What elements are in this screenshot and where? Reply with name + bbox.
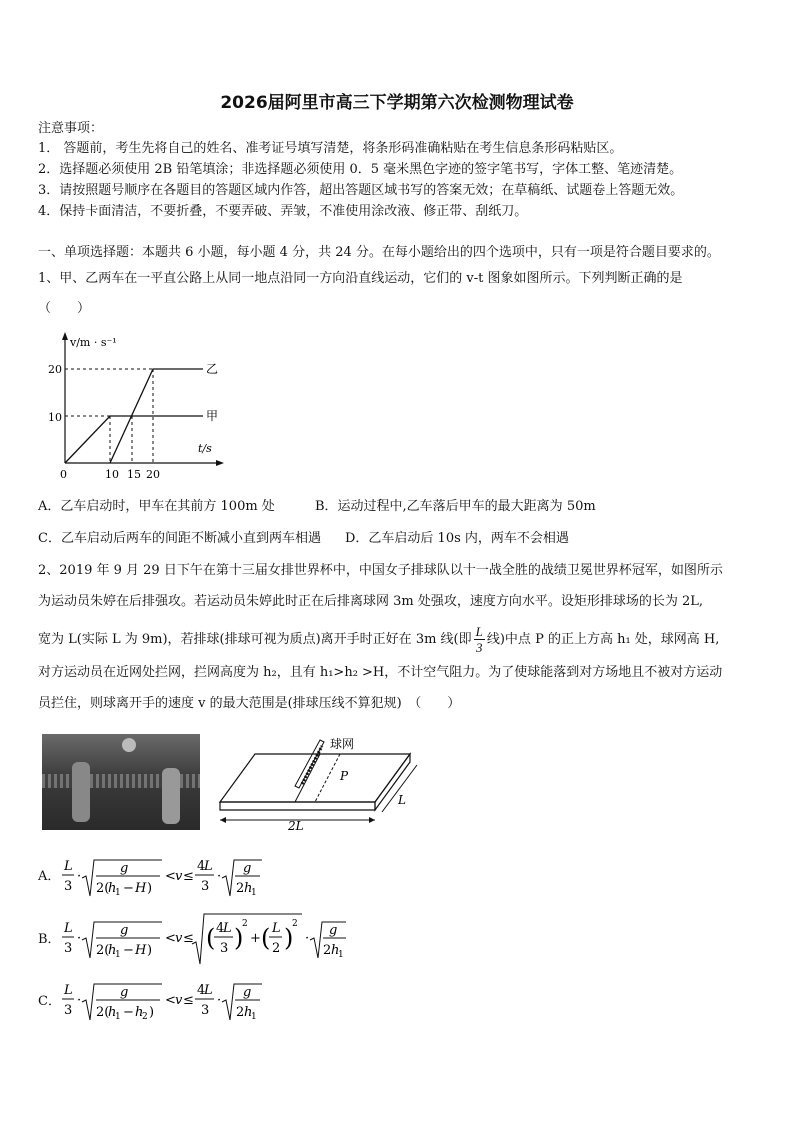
q2-option-b-letter: B． [38,932,61,947]
svg-text:h: h [244,1005,253,1020]
fraction-l-over-3: $\frac{L}{3}$ [475,624,483,655]
svg-text:L: L [64,983,73,998]
q2-line-2: 为运动员朱婷在后排强攻。若运动员朱婷此时正在后排离球网 3m 处强攻，速度方向水平。设矩形排球场的长为 2L, [38,594,704,609]
svg-text:1: 1 [338,950,344,960]
q1-option-b: B．运动过程中,乙车落后甲车的最大距离为 50m [315,499,596,514]
y-axis-label: v/m · s⁻¹ [70,336,117,349]
svg-text:2(: 2( [96,1005,110,1020]
svg-text:(: ( [206,924,216,952]
q2-line-4: 对方运动员在近网处拦网，拦网高度为 h₂，且有 h₁>h₂ >H，不计空气阻力。为了使球能落到对方场地且不被对方运动 [38,665,723,680]
svg-text:1: 1 [251,888,257,898]
svg-text:3: 3 [64,941,73,956]
svg-text:g: g [120,985,129,1000]
q2-line-3 [38,624,719,655]
jia-label: 甲 [206,409,219,423]
q2-line-5: 员拦住，则球离开手的速度 v 的最大范围是(排球压线不算犯规) （ ） [38,696,461,711]
svg-text:2(: 2( [96,881,110,896]
net-label: 球网 [330,737,355,751]
notice-item-1: 1． 答题前，考生先将自己的姓名、准考证号填写清楚，将条形码准确粘贴在考生信息条形码粘贴区。 [38,141,623,156]
y-tick-10: 10 [48,411,62,424]
q2-option-c-formula [62,976,272,1026]
svg-text:·: · [77,993,82,1008]
vt-graph [48,328,228,488]
svg-text:g: g [329,923,338,938]
notice-heading: 注意事项： [38,121,104,136]
svg-text:−: − [123,1005,134,1020]
svg-text:h: h [135,1005,144,1020]
q2-option-b-formula [62,910,352,966]
svg-text:g: g [120,923,129,938]
svg-text:4: 4 [197,859,206,874]
x-axis-label: t/s [198,442,212,455]
x-tick-20: 20 [146,468,160,481]
svg-text:h: h [108,943,117,958]
q1-paren: （ ） [38,301,91,316]
svg-text:h: h [108,1005,117,1020]
q2-option-a-letter: A． [38,869,61,884]
notice-item-3: 3．请按照题号顺序在各题目的答题区域内作答，超出答题区域书写的答案无效；在草稿纸、试题卷上答题无效。 [38,183,684,198]
svg-text:): ) [147,943,153,958]
svg-text:2: 2 [236,881,245,896]
svg-text:H: H [135,943,147,958]
svg-text:): ) [147,881,153,896]
length-2l-label: 2L [288,819,304,832]
svg-text:H: H [135,881,147,896]
svg-text:1: 1 [115,1012,121,1022]
svg-text:L: L [64,921,73,936]
q2-option-c-letter: C． [38,994,61,1009]
notice-item-4: 4．保持卡面清洁，不要折叠，不要弄破、弄皱，不准使用涂改液、修正带、刮纸刀。 [38,204,528,219]
y-tick-20: 20 [48,363,62,376]
notice-item-2: 2．选择题必须使用 2B 铅笔填涂；非选择题必须使用 0．5 毫米黑色字迹的签字笔书写，字体工整、笔迹清楚。 [38,162,683,177]
svg-text:h: h [244,881,253,896]
svg-text:≤: ≤ [183,931,194,946]
svg-text:<: < [165,931,176,946]
svg-text:<: < [165,869,176,884]
svg-text:2: 2 [292,919,298,929]
svg-text:4: 4 [197,983,206,998]
svg-text:2: 2 [142,1012,148,1022]
svg-text:3: 3 [220,941,229,956]
svg-text:2: 2 [272,941,281,956]
x-tick-0: 0 [60,468,67,481]
svg-text:2: 2 [323,943,332,958]
svg-text:1: 1 [251,1012,257,1022]
svg-text:L: L [223,921,232,936]
svg-text:g: g [243,861,252,876]
svg-text:4: 4 [216,921,225,936]
width-l-label: L [398,793,406,807]
jia-line [65,416,203,463]
svg-text:2: 2 [236,1005,245,1020]
svg-text:h: h [331,943,340,958]
svg-text:3: 3 [64,879,73,894]
svg-text:L: L [64,859,73,874]
svg-text:2(: 2( [96,943,110,958]
svg-text:g: g [120,861,129,876]
svg-text:2: 2 [242,919,248,929]
svg-text:·: · [217,869,222,884]
point-p-label: P [340,769,349,783]
q1-stem: 1、甲、乙两车在一平直公路上从同一地点沿同一方向沿直线运动，它们的 v-t 图象如图所示。下列判断正确的是 [38,271,683,286]
svg-text:L: L [272,921,281,936]
svg-text:): ) [284,924,294,952]
q2-line-1: 2、2019 年 9 月 29 日下午在第十三届女排世界杯中，中国女子排球队以十一战全胜的战绩卫冕世界杯冠军，如图所示 [38,563,723,578]
svg-text:3: 3 [201,879,210,894]
svg-text:·: · [217,993,222,1008]
svg-text:·: · [77,931,82,946]
svg-text:h: h [108,881,117,896]
section-heading: 一、单项选择题：本题共 6 小题，每小题 4 分，共 24 分。在每小题给出的四个选项中，只有一项是符合题目要求的。 [38,245,720,260]
q1-option-a: A．乙车启动时，甲车在其前方 100m 处 [38,499,275,514]
page-title: 2026届阿里市高三下学期第六次检测物理试卷 [220,93,574,113]
svg-text:v: v [175,869,183,884]
court-diagram [210,732,430,832]
svg-text:L: L [204,983,213,998]
svg-text:3: 3 [64,1003,73,1018]
svg-text:v: v [175,931,183,946]
yi-label: 乙 [206,362,219,376]
svg-text:−: − [123,943,134,958]
svg-text:3: 3 [201,1003,210,1018]
x-tick-15: 15 [127,468,141,481]
x-tick-10: 10 [105,468,119,481]
svg-text:g: g [243,985,252,1000]
svg-text:·: · [77,869,82,884]
svg-text:(: ( [261,924,271,952]
svg-text:≤: ≤ [183,869,194,884]
q1-option-c: C．乙车启动后两车的间距不断减小直到两车相遇 [38,531,321,546]
svg-text:1: 1 [115,888,121,898]
svg-text:1: 1 [115,950,121,960]
svg-text:≤: ≤ [183,993,194,1008]
q1-option-d: D．乙车启动后 10s 内，两车不会相遇 [345,531,569,546]
svg-text:−: − [123,881,134,896]
volleyball-photo [42,734,200,830]
svg-text:·: · [305,931,310,946]
svg-text:v: v [175,993,183,1008]
q2-line-3a: 宽为 L(实际 L 为 9m)，若排球(排球可视为质点)离开手时正好在 3m 线(即 [38,632,472,647]
svg-text:<: < [165,993,176,1008]
svg-text:): ) [234,924,244,952]
q2-line-3b: 线)中点 P 的正上方高 h₁ 处，球网高 H, [486,632,720,647]
svg-text:+: + [250,931,261,946]
svg-text:L: L [204,859,213,874]
svg-text:): ) [149,1005,155,1020]
q2-option-a-formula [62,852,272,902]
